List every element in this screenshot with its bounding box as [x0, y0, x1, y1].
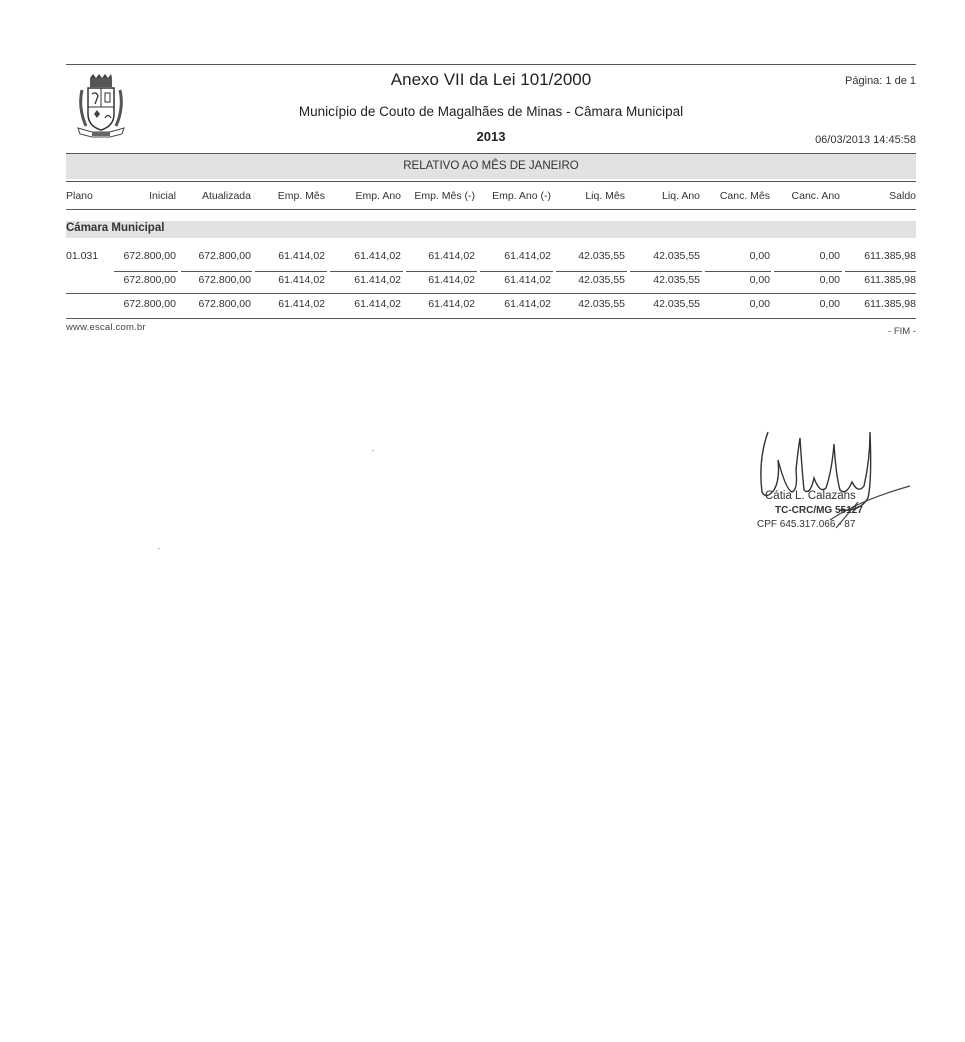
column-header-emp-ano-neg: Emp. Ano (-) — [492, 190, 551, 202]
cell-saldo: 611.385,98 — [864, 298, 916, 310]
cell-liq-mes: 42.035,55 — [578, 274, 625, 286]
website-link[interactable]: www.escal.com.br — [66, 322, 146, 333]
underline — [774, 271, 842, 272]
signatory-registration: TC-CRC/MG 55127 — [775, 505, 863, 516]
cell-saldo: 611.385,98 — [864, 274, 916, 286]
cell-emp-mes-neg: 61.414,02 — [428, 298, 475, 310]
group-band — [66, 221, 916, 238]
table-row-total — [66, 298, 916, 312]
column-header-canc-ano: Canc. Ano — [791, 190, 840, 202]
cell-atualizada: 672.800,00 — [198, 298, 251, 310]
scan-speck — [372, 450, 374, 451]
report-subtitle: Município de Couto de Magalhães de Minas - Câmara Municipal — [298, 104, 684, 119]
cell-atualizada: 672.800,00 — [198, 274, 251, 286]
underline — [330, 271, 403, 272]
cell-inicial: 672.800,00 — [123, 274, 176, 286]
cell-emp-ano-neg: 61.414,02 — [504, 274, 551, 286]
underline — [556, 271, 627, 272]
column-header-inicial: Inicial — [149, 190, 176, 202]
underline — [114, 271, 178, 272]
column-header-row — [66, 190, 916, 204]
cell-liq-mes: 42.035,55 — [578, 250, 625, 262]
cell-emp-ano-neg: 61.414,02 — [504, 250, 551, 262]
end-mark: - FIM - — [888, 326, 916, 337]
underline — [480, 271, 553, 272]
underline — [845, 271, 916, 272]
cell-liq-ano: 42.035,55 — [653, 274, 700, 286]
cell-canc-mes: 0,00 — [749, 274, 770, 286]
cell-emp-mes: 61.414,02 — [278, 250, 325, 262]
signatory-name: Cátia L. Calazans — [765, 490, 856, 502]
underline — [406, 271, 477, 272]
cell-emp-mes: 61.414,02 — [278, 274, 325, 286]
scan-speck — [158, 548, 160, 549]
cell-canc-ano: 0,00 — [819, 298, 840, 310]
group-title: Cámara Municipal — [66, 222, 165, 234]
column-header-plano: Plano — [66, 190, 93, 202]
cell-inicial: 672.800,00 — [123, 250, 176, 262]
page-number: Página: 1 de 1 — [845, 75, 916, 87]
cell-saldo: 611.385,98 — [864, 250, 916, 262]
cell-liq-mes: 42.035,55 — [578, 298, 625, 310]
column-header-saldo: Saldo — [889, 190, 916, 202]
underline — [705, 271, 771, 272]
column-header-rule — [66, 209, 916, 210]
cell-canc-ano: 0,00 — [819, 250, 840, 262]
cell-liq-ano: 42.035,55 — [653, 298, 700, 310]
total-rule — [66, 318, 916, 319]
cell-plano: 01.031 — [66, 250, 99, 262]
column-header-emp-mes-neg: Emp. Mês (-) — [414, 190, 475, 202]
cell-emp-ano: 61.414,02 — [354, 274, 401, 286]
table-row — [66, 274, 916, 288]
header-top-rule — [66, 64, 916, 65]
column-header-liq-mes: Liq. Mês — [585, 190, 625, 202]
cell-emp-ano: 61.414,02 — [354, 298, 401, 310]
cell-canc-mes: 0,00 — [749, 298, 770, 310]
underline — [255, 271, 327, 272]
cell-liq-ano: 42.035,55 — [653, 250, 700, 262]
cell-canc-mes: 0,00 — [749, 250, 770, 262]
report-datetime: 06/03/2013 14:45:58 — [815, 134, 916, 146]
column-header-liq-ano: Liq. Ano — [662, 190, 700, 202]
column-header-canc-mes: Canc. Mês — [719, 190, 770, 202]
cell-atualizada: 672.800,00 — [198, 250, 251, 262]
column-header-emp-mes: Emp. Mês — [277, 190, 325, 202]
cell-emp-mes-neg: 61.414,02 — [428, 250, 475, 262]
report-year: 2013 — [476, 129, 506, 144]
table-row — [66, 250, 916, 264]
report-title: Anexo VII da Lei 101/2000 — [390, 70, 592, 89]
column-header-atualizada: Atualizada — [201, 190, 251, 202]
cell-canc-ano: 0,00 — [819, 274, 840, 286]
cell-inicial: 672.800,00 — [123, 298, 176, 310]
period-rule — [66, 181, 916, 182]
underline — [181, 271, 252, 272]
cell-emp-mes-neg: 61.414,02 — [428, 274, 475, 286]
underline — [630, 271, 702, 272]
signatory-cpf: CPF 645.317.066 - 87 — [757, 519, 856, 530]
cell-emp-ano: 61.414,02 — [354, 250, 401, 262]
cell-emp-mes: 61.414,02 — [278, 298, 325, 310]
cell-emp-ano-neg: 61.414,02 — [504, 298, 551, 310]
subtotal-rule — [66, 293, 916, 294]
period-label: RELATIVO AO MÊS DE JANEIRO — [403, 160, 579, 172]
column-header-emp-ano: Emp. Ano — [355, 190, 401, 202]
